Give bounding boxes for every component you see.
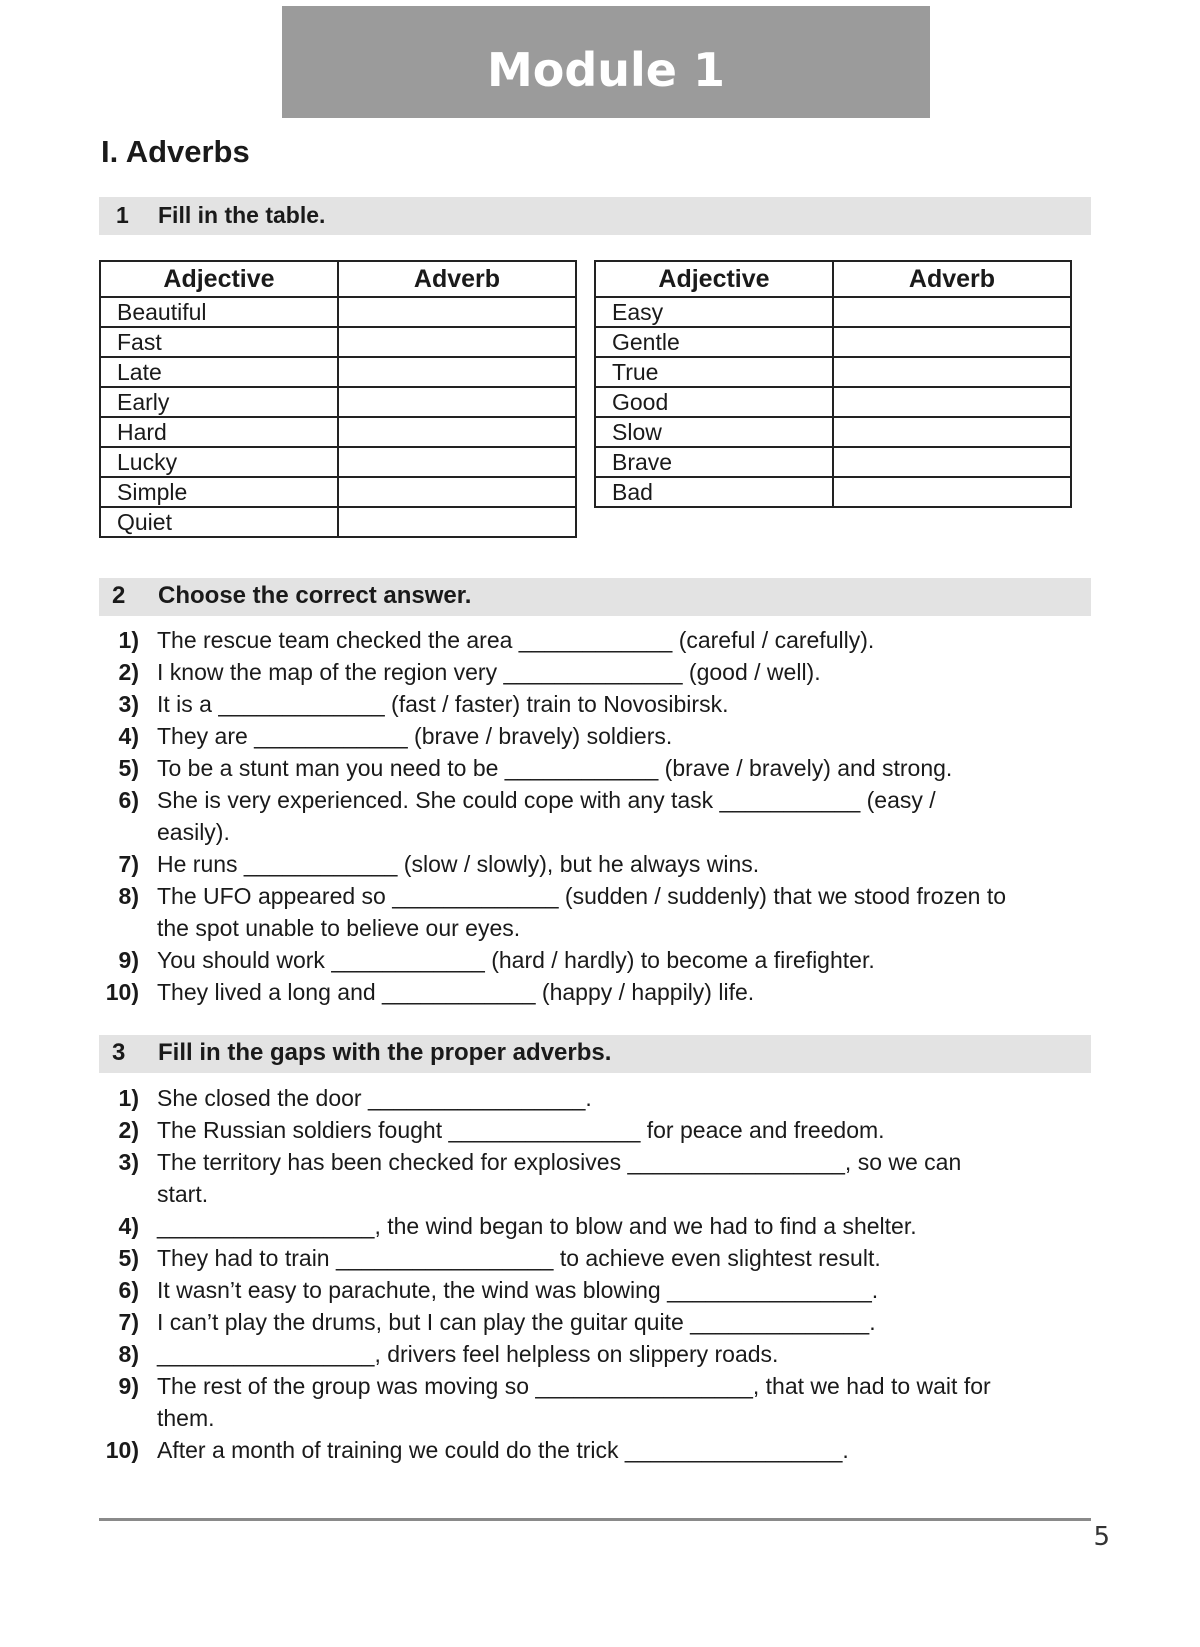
exercise-1-instruction: Fill in the table. [158, 202, 326, 228]
exercise-item [99, 720, 1099, 752]
item-text: They are ____________ (brave / bravely) soldiers. [157, 723, 673, 749]
item-number: 5) [118, 1245, 139, 1271]
exercise-item [99, 1434, 1099, 1466]
item-number: 2) [118, 659, 139, 685]
adverb-answer-cell[interactable] [833, 327, 1071, 357]
exercise-item-continuation [99, 816, 1099, 848]
table-header-adjective: Adjective [595, 261, 833, 297]
exercise-item [99, 656, 1099, 688]
exercise-item [99, 624, 1099, 656]
item-text: I know the map of the region very ______________ (good / well). [157, 659, 821, 685]
exercise-item [99, 848, 1099, 880]
item-text: She is very experienced. She could cope with any task ___________ (easy / [157, 787, 936, 813]
adverb-answer-cell[interactable] [338, 477, 576, 507]
item-text: They had to train _________________ to achieve even slightest result. [157, 1245, 881, 1271]
item-text: They lived a long and ____________ (happy / happily) life. [157, 979, 755, 1005]
adjective-cell: Quiet [100, 507, 338, 537]
exercise-2-number: 2 [112, 582, 126, 609]
item-number: 5) [118, 755, 139, 781]
exercise-item-continuation [99, 1402, 1099, 1434]
table-row [595, 417, 1071, 447]
exercise-item [99, 1306, 1099, 1338]
item-number: 6) [118, 1277, 139, 1303]
item-text: It is a _____________ (fast / faster) train to Novosibirsk. [157, 691, 729, 717]
item-text: The territory has been checked for explosives _________________, so we can [157, 1149, 962, 1175]
table-header-adverb: Adverb [338, 261, 576, 297]
item-text: You should work ____________ (hard / hardly) to become a firefighter. [157, 947, 875, 973]
item-number: 1) [118, 627, 139, 653]
adjective-cell: Slow [595, 417, 833, 447]
exercise-item [99, 1370, 1099, 1402]
adverb-answer-cell[interactable] [338, 417, 576, 447]
adjective-cell: Good [595, 387, 833, 417]
exercise-item [99, 1082, 1099, 1114]
adjective-adverb-table-left [99, 260, 577, 538]
table-row [100, 387, 576, 417]
table-row [100, 327, 576, 357]
exercise-item [99, 752, 1099, 784]
item-text: To be a stunt man you need to be ____________ (brave / bravely) and strong. [157, 755, 953, 781]
exercise-item [99, 1274, 1099, 1306]
item-text: start. [157, 1181, 209, 1207]
item-text: She closed the door _________________. [157, 1085, 592, 1111]
exercise-2-header [99, 578, 1091, 616]
item-number: 9) [118, 947, 139, 973]
adjective-cell: Simple [100, 477, 338, 507]
item-number: 4) [118, 1213, 139, 1239]
exercise-item [99, 944, 1099, 976]
exercise-1-header [99, 197, 1091, 235]
exercise-item [99, 1210, 1099, 1242]
adverb-answer-cell[interactable] [833, 387, 1071, 417]
item-number: 1) [118, 1085, 139, 1111]
adjective-cell: Late [100, 357, 338, 387]
item-number: 8) [118, 1341, 139, 1367]
exercise-item [99, 1338, 1099, 1370]
table-row [100, 297, 576, 327]
item-number: 6) [118, 787, 139, 813]
adverb-answer-cell[interactable] [338, 507, 576, 537]
table-row [100, 417, 576, 447]
adjective-adverb-table-right [594, 260, 1072, 508]
item-number: 8) [118, 883, 139, 909]
item-text: After a month of training we could do the trick _________________. [157, 1437, 849, 1463]
exercise-item [99, 976, 1099, 1008]
item-number: 10) [105, 1437, 139, 1463]
adjective-cell: Easy [595, 297, 833, 327]
item-text: It wasn’t easy to parachute, the wind was blowing ________________. [157, 1277, 879, 1303]
exercise-item [99, 784, 1099, 816]
table-row [100, 507, 576, 537]
table-row [100, 447, 576, 477]
exercise-2-list [99, 624, 1099, 1008]
item-number: 2) [118, 1117, 139, 1143]
adjective-cell: Bad [595, 477, 833, 507]
item-text: _________________, drivers feel helpless on slippery roads. [157, 1341, 779, 1367]
table-row [100, 477, 576, 507]
footer-rule [99, 1518, 1091, 1521]
adjective-cell: Hard [100, 417, 338, 447]
item-text: I can’t play the drums, but I can play the guitar quite ______________. [157, 1309, 876, 1335]
item-number: 7) [118, 1309, 139, 1335]
exercise-item [99, 1146, 1099, 1178]
item-text: The rescue team checked the area ____________ (careful / carefully). [157, 627, 875, 653]
table-row [595, 297, 1071, 327]
adverb-answer-cell[interactable] [338, 297, 576, 327]
exercise-item [99, 1242, 1099, 1274]
table-row [595, 327, 1071, 357]
item-text: easily). [157, 819, 230, 845]
table-header-adverb: Adverb [833, 261, 1071, 297]
table-row [595, 477, 1071, 507]
adjective-cell: Fast [100, 327, 338, 357]
item-text: He runs ____________ (slow / slowly), but he always wins. [157, 851, 760, 877]
exercise-item [99, 880, 1099, 912]
item-text: The UFO appeared so _____________ (sudden / suddenly) that we stood frozen to [157, 883, 1007, 909]
item-number: 4) [118, 723, 139, 749]
exercise-item-continuation [99, 912, 1099, 944]
item-number: 9) [118, 1373, 139, 1399]
item-number: 7) [118, 851, 139, 877]
item-text: the spot unable to believe our eyes. [157, 915, 521, 941]
item-text: The Russian soldiers fought _______________ for peace and freedom. [157, 1117, 885, 1143]
adjective-cell: True [595, 357, 833, 387]
adjective-cell: Gentle [595, 327, 833, 357]
adjective-cell: Early [100, 387, 338, 417]
item-number: 3) [118, 1149, 139, 1175]
adverb-answer-cell[interactable] [833, 417, 1071, 447]
table-row [595, 357, 1071, 387]
exercise-3-header [99, 1035, 1091, 1073]
adjective-cell: Brave [595, 447, 833, 477]
adverb-answer-cell[interactable] [338, 447, 576, 477]
table-row [100, 357, 576, 387]
section-title: I. Adverbs [101, 134, 250, 169]
exercise-3-instruction: Fill in the gaps with the proper adverbs. [158, 1039, 612, 1066]
adjective-cell: Lucky [100, 447, 338, 477]
exercise-item-continuation [99, 1178, 1099, 1210]
adverb-answer-cell[interactable] [338, 387, 576, 417]
adverb-answer-cell[interactable] [338, 357, 576, 387]
table-header-adjective: Adjective [100, 261, 338, 297]
page-number: 5 [1093, 1522, 1110, 1552]
module-title: Module 1 [486, 43, 726, 97]
exercise-item [99, 1114, 1099, 1146]
exercise-2-instruction: Choose the correct answer. [158, 582, 472, 609]
table-row [595, 447, 1071, 477]
adjective-cell: Beautiful [100, 297, 338, 327]
item-text: The rest of the group was moving so _________________, that we had to wait for [157, 1373, 991, 1399]
adverb-answer-cell[interactable] [833, 477, 1071, 507]
module-banner [282, 6, 930, 118]
item-text: them. [157, 1405, 215, 1431]
table-row [595, 387, 1071, 417]
adverb-answer-cell[interactable] [833, 357, 1071, 387]
exercise-3-list [99, 1082, 1099, 1466]
adverb-answer-cell[interactable] [338, 327, 576, 357]
adverb-answer-cell[interactable] [833, 297, 1071, 327]
item-number: 3) [118, 691, 139, 717]
exercise-1-number: 1 [116, 202, 129, 228]
adverb-answer-cell[interactable] [833, 447, 1071, 477]
item-number: 10) [105, 979, 139, 1005]
item-text: _________________, the wind began to blow and we had to find a shelter. [157, 1213, 917, 1239]
exercise-item [99, 688, 1099, 720]
exercise-3-number: 3 [112, 1039, 126, 1066]
